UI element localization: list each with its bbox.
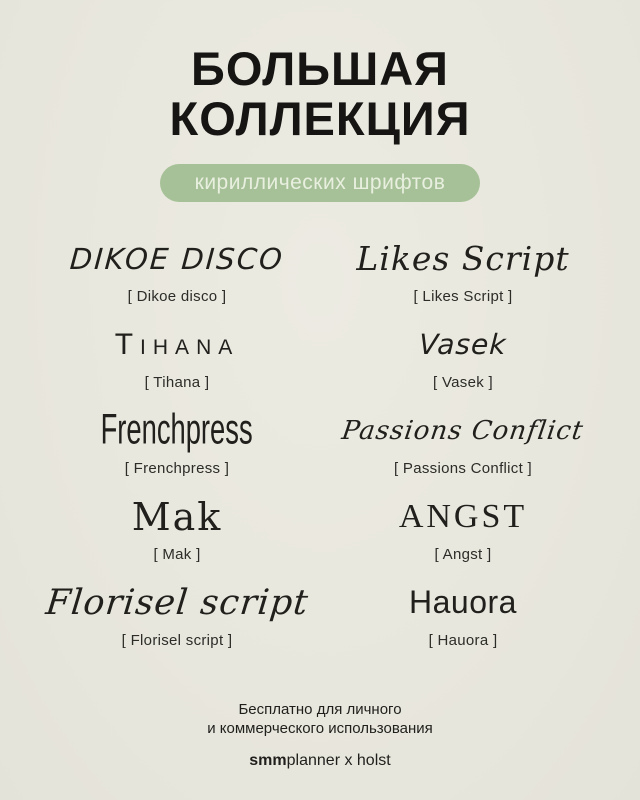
font-sample-display: Mak bbox=[131, 494, 223, 539]
subtitle-badge bbox=[160, 164, 480, 202]
font-sample-cell bbox=[34, 398, 320, 484]
font-sample-display: ANGST bbox=[398, 497, 528, 535]
font-sample-label: [ Vasek ] bbox=[433, 373, 493, 391]
font-sample-display: Hauora bbox=[409, 584, 517, 621]
font-sample-label: [ Angst ] bbox=[434, 545, 492, 563]
font-sample-label: [ Frenchpress ] bbox=[124, 459, 230, 477]
font-sample-display: Tihana bbox=[114, 327, 240, 361]
font-sample-display: Frenchpress bbox=[100, 406, 254, 454]
font-sample-label: [ Passions Conflict ] bbox=[393, 459, 533, 477]
page-title-line2: КОЛЛЕКЦИЯ bbox=[169, 91, 471, 145]
font-sample-cell bbox=[320, 312, 606, 398]
font-sample-label: [ Mak ] bbox=[153, 545, 201, 563]
font-sample-cell bbox=[34, 226, 320, 312]
font-sample-cell bbox=[320, 226, 606, 312]
font-sample-cell bbox=[320, 484, 606, 570]
font-sample-label: [ Florisel script ] bbox=[121, 631, 233, 649]
license-note-line1: Бесплатно для личного bbox=[238, 700, 402, 718]
license-note bbox=[0, 700, 640, 738]
font-sample-display: Passions Conflict bbox=[340, 415, 586, 446]
font-sample-label: [ Dikoe disco ] bbox=[127, 287, 227, 305]
font-sample-cell bbox=[34, 312, 320, 398]
font-sample-label: [ Tihana ] bbox=[144, 373, 210, 391]
font-sample-display: Vasek bbox=[418, 328, 508, 362]
font-sample-label: [ Likes Script ] bbox=[413, 287, 513, 305]
font-sample-cell bbox=[34, 484, 320, 570]
subtitle-badge-label: кириллических шрифтов bbox=[194, 170, 446, 194]
credits bbox=[0, 752, 640, 770]
font-sample-label: [ Hauora ] bbox=[428, 631, 498, 649]
credits-brand-rest: planner x holst bbox=[286, 752, 391, 769]
font-sample-cell bbox=[320, 398, 606, 484]
page-title bbox=[0, 44, 640, 144]
license-note-line2: и коммерческого использования bbox=[207, 719, 433, 737]
font-sample-display: Florisel script bbox=[43, 582, 311, 623]
font-sample-cell bbox=[34, 570, 320, 656]
font-sample-display: DIKOE DISCO bbox=[68, 241, 286, 276]
page-title-line1: БОЛЬШАЯ bbox=[191, 42, 449, 95]
font-sample-cell bbox=[320, 570, 606, 656]
font-sample-display: Likes Script bbox=[356, 239, 570, 279]
credits-brand-bold: smm bbox=[249, 752, 287, 769]
font-samples-grid bbox=[34, 226, 606, 656]
